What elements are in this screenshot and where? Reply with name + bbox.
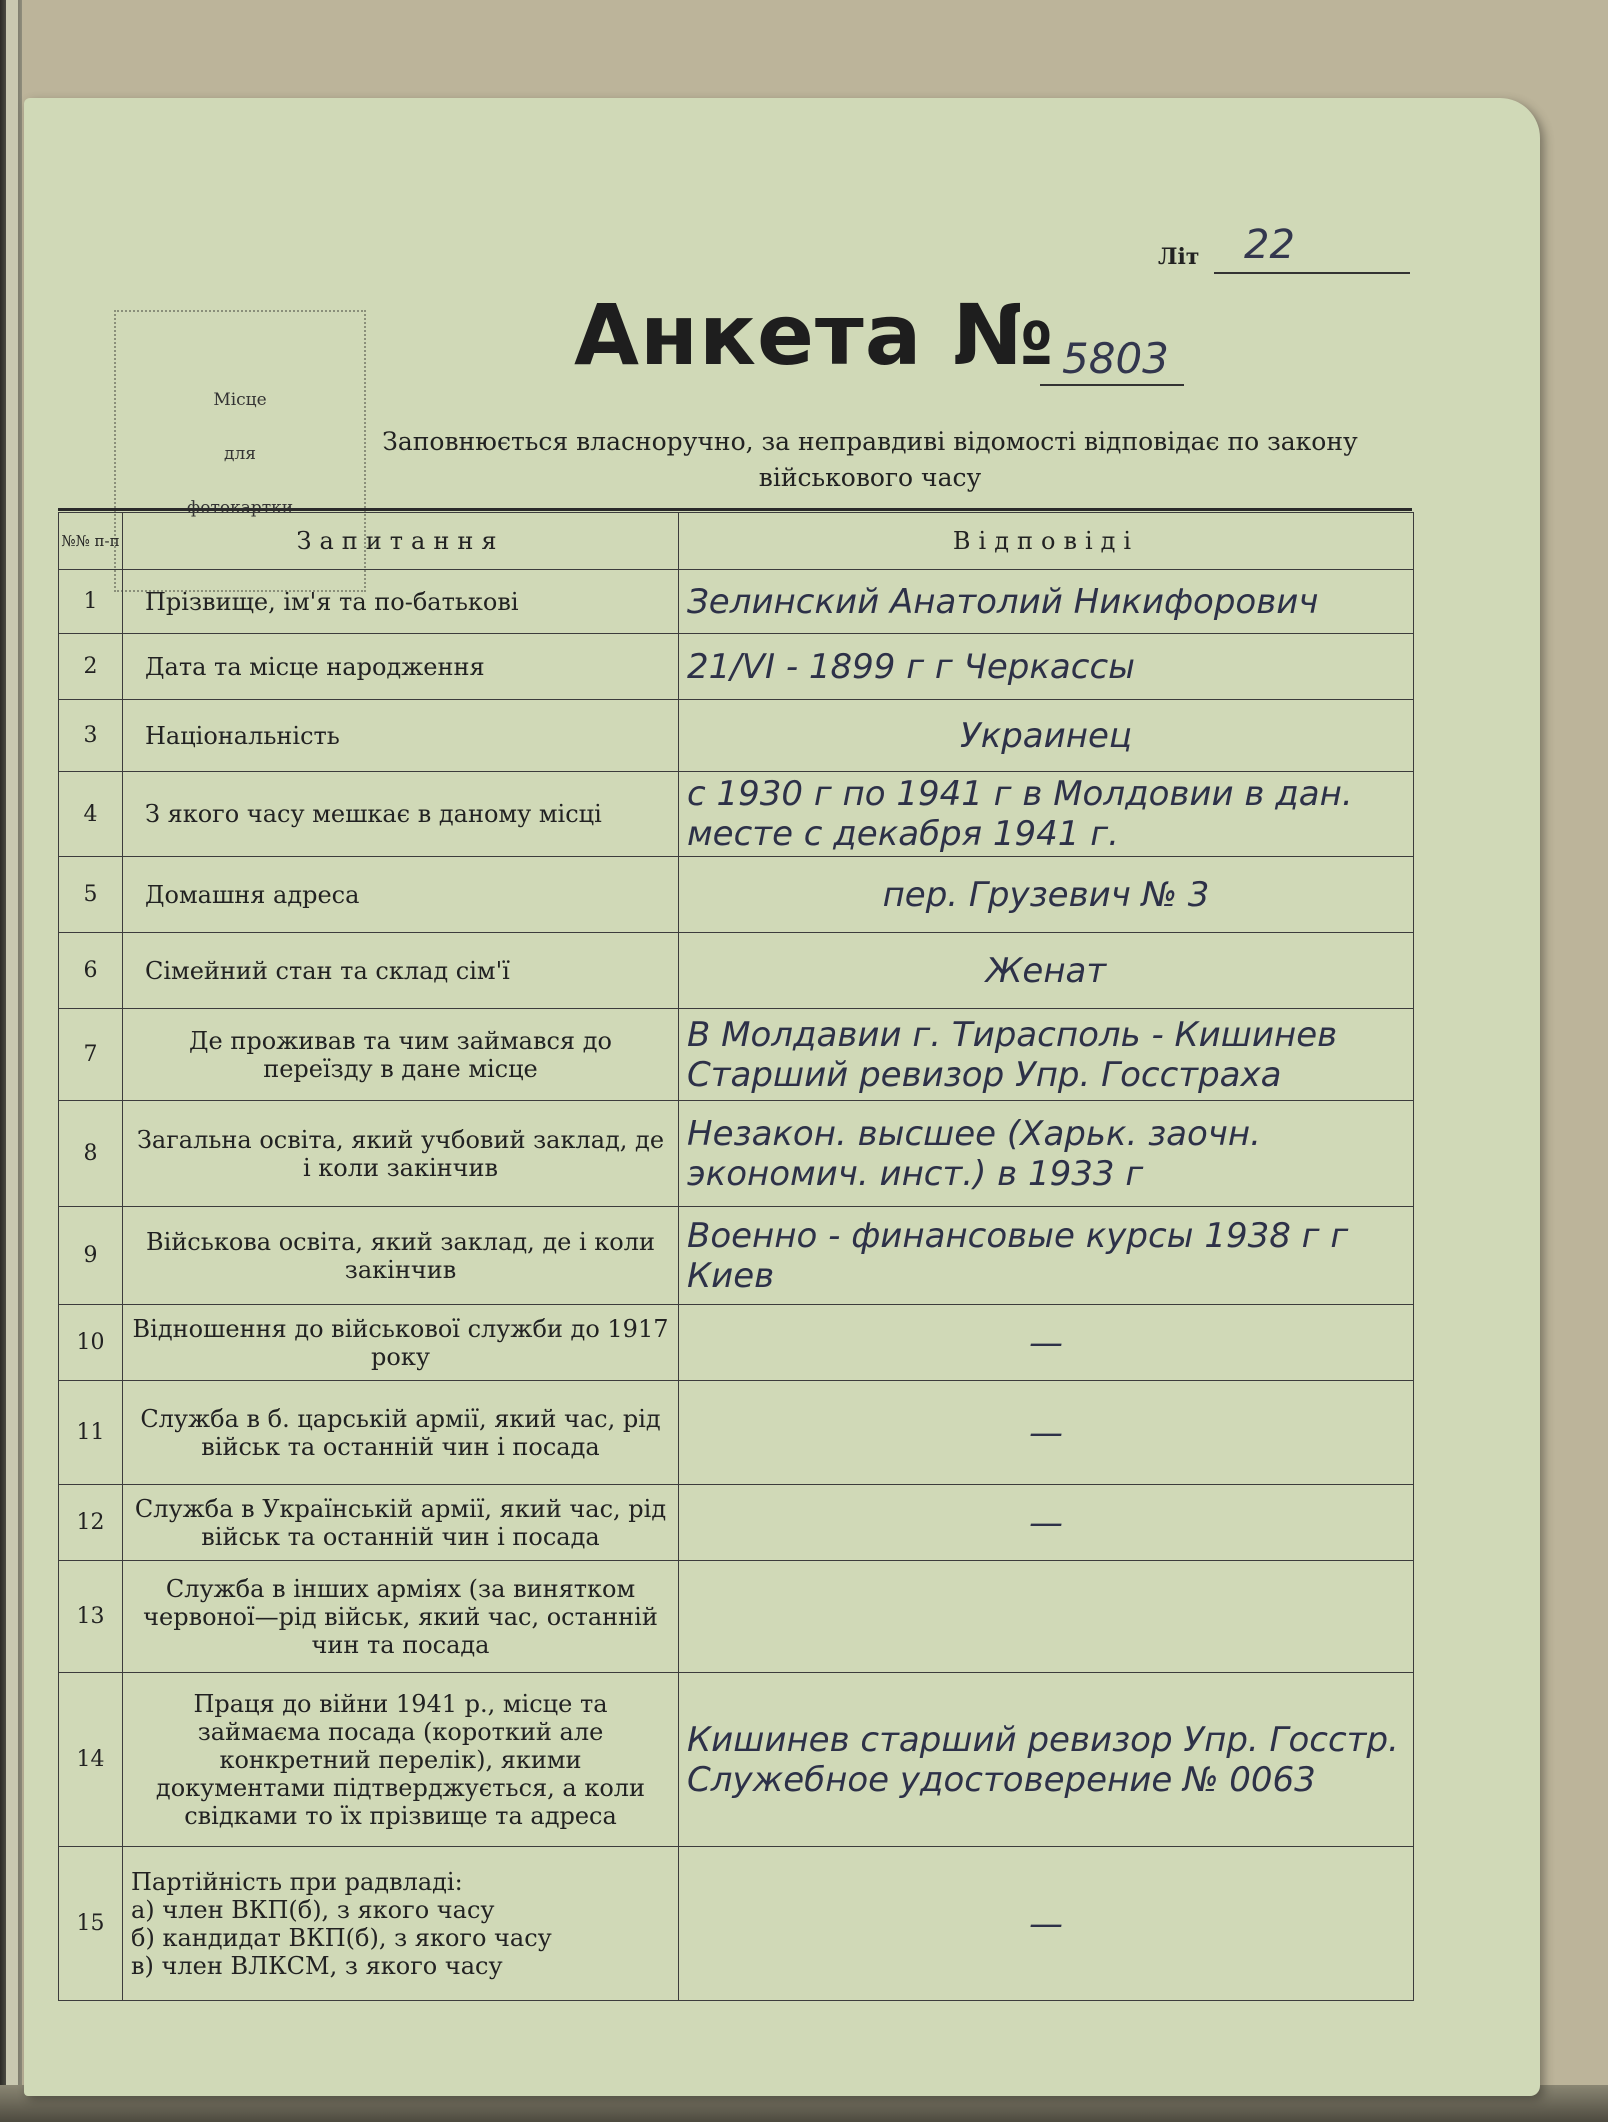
row-question: Де проживав та чим займався до переїзду в дане місце [123, 1009, 679, 1101]
row-question: Партійність при радвладі: а) член ВКП(б), з якого часу б) кандидат ВКП(б), з якого часу в) член ВЛКСМ, з якого часу [123, 1847, 679, 2001]
row-answer: — [679, 1847, 1414, 2001]
form-instruction: Заповнюється власноручно, за неправдиві відомості відповідає по закону військового часу [382, 427, 1358, 492]
photo-label-2: для [224, 444, 256, 464]
lit-number: 22 [1244, 222, 1295, 268]
row-number: 4 [59, 772, 123, 857]
row-question: Сімейний стан та склад сім'ї [123, 933, 679, 1009]
table-row [59, 1673, 1414, 1847]
questionnaire-table [58, 512, 1414, 2001]
row-question: Праця до війни 1941 р., місце та займаєма посада (короткий але конкретний перелік), якими документами підтверджується, а коли свідками то їх прізвище та адреса [123, 1673, 679, 1847]
row-answer: — [679, 1485, 1414, 1561]
row-question: Домашня адреса [123, 857, 679, 933]
table-row [59, 1381, 1414, 1485]
table-row [59, 1305, 1414, 1381]
row-number: 7 [59, 1009, 123, 1101]
row-number: 13 [59, 1561, 123, 1673]
table-row [59, 700, 1414, 772]
row-question: Загальна освіта, який учбовий заклад, де і коли закінчив [123, 1101, 679, 1207]
lit-underline [1214, 272, 1410, 274]
row-answer: 21/VI - 1899 г г Черкассы [679, 634, 1414, 700]
row-number: 6 [59, 933, 123, 1009]
row-question: Дата та місце народження [123, 634, 679, 700]
table-row [59, 1561, 1414, 1673]
row-answer [679, 1561, 1414, 1673]
row-answer: Незакон. высшее (Харьк. заочн. экономич. инст.) в 1933 г [679, 1101, 1414, 1207]
table-top-rule [58, 508, 1412, 511]
photo-label-1: Місце [213, 390, 267, 410]
row-number: 5 [59, 857, 123, 933]
row-question: Служба в Українській армії, який час, рід військ та останній чин і посада [123, 1485, 679, 1561]
row-answer: — [679, 1381, 1414, 1485]
row-question: Прізвище, ім'я та по-батькові [123, 570, 679, 634]
row-number: 12 [59, 1485, 123, 1561]
page-title: Анкета № [574, 286, 1055, 384]
row-number: 15 [59, 1847, 123, 2001]
table-row [59, 634, 1414, 700]
row-answer: с 1930 г по 1941 г в Молдовии в дан. месте с декабря 1941 г. [679, 772, 1414, 857]
row-answer: В Молдавии г. Тирасполь - Кишинев Старший ревизор Упр. Госстраха [679, 1009, 1414, 1101]
row-answer: Военно - финансовые курсы 1938 г г Киев [679, 1207, 1414, 1305]
row-question: Служба в інших арміях (за винятком червоної—рід військ, який час, останній чин та посада [123, 1561, 679, 1673]
row-number: 11 [59, 1381, 123, 1485]
table-row [59, 1101, 1414, 1207]
header-number: №№ п-п [59, 513, 123, 570]
row-number: 3 [59, 700, 123, 772]
row-answer: — [679, 1305, 1414, 1381]
row-answer: Кишинев старший ревизор Упр. Госстр. Служебное удостоверение № 0063 [679, 1673, 1414, 1847]
table-row [59, 1207, 1414, 1305]
row-number: 2 [59, 634, 123, 700]
header-answer: Відповіді [679, 513, 1414, 570]
row-question: З якого часу мешкає в даному місці [123, 772, 679, 857]
row-number: 9 [59, 1207, 123, 1305]
header-question: Запитання [123, 513, 679, 570]
binding-strip [6, 0, 18, 2122]
row-number: 14 [59, 1673, 123, 1847]
form-number: 5803 [1062, 334, 1169, 383]
title-underline [1040, 384, 1184, 386]
row-answer: Зелинский Анатолий Никифорович [679, 570, 1414, 634]
table-header-row [59, 513, 1414, 570]
row-question: Відношення до військової служби до 1917 року [123, 1305, 679, 1381]
row-question: Служба в б. царській армії, який час, рід військ та останній чин і посада [123, 1381, 679, 1485]
row-answer: пер. Грузевич № 3 [679, 857, 1414, 933]
table-row [59, 933, 1414, 1009]
table-row [59, 857, 1414, 933]
table-row [59, 1485, 1414, 1561]
lit-label: Літ [1158, 244, 1200, 270]
row-question: Національність [123, 700, 679, 772]
row-answer: Женат [679, 933, 1414, 1009]
photo-label-3: фотокартки [186, 498, 294, 518]
row-question: Військова освіта, який заклад, де і коли закінчив [123, 1207, 679, 1305]
row-number: 8 [59, 1101, 123, 1207]
row-number: 1 [59, 570, 123, 634]
table-row [59, 570, 1414, 634]
row-answer: Украинец [679, 700, 1414, 772]
row-number: 10 [59, 1305, 123, 1381]
table-row [59, 772, 1414, 857]
table-row [59, 1009, 1414, 1101]
table-row [59, 1847, 1414, 2001]
